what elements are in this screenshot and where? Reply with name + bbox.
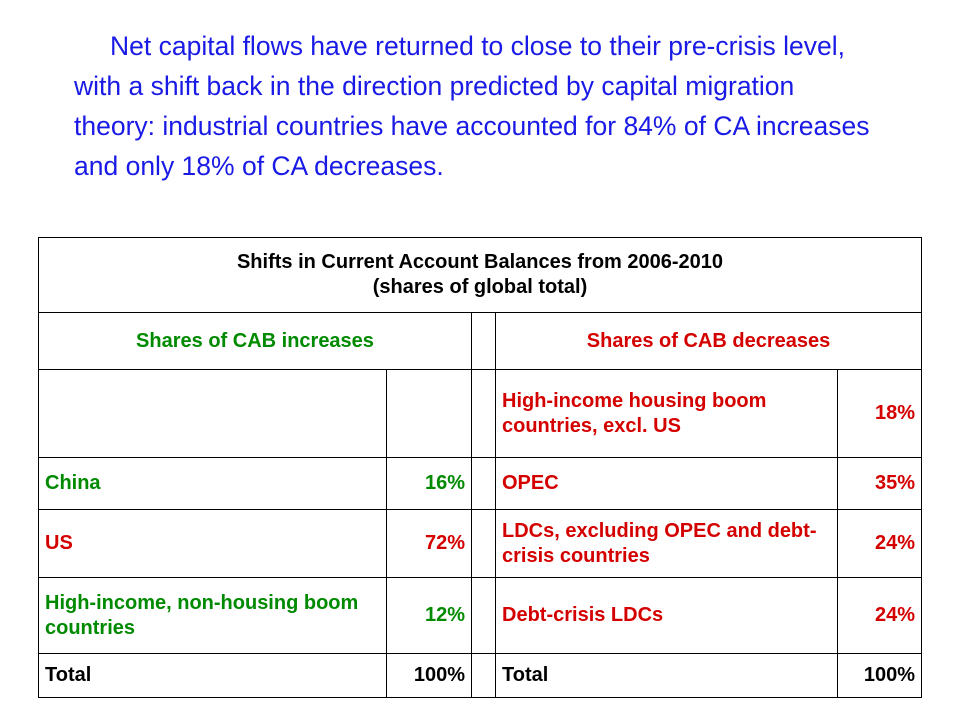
table-title-line1: Shifts in Current Account Balances from 2006-2010 <box>236 251 724 273</box>
increase-label-high-income-non-housing: High-income, non-housing boom countries <box>39 578 387 654</box>
decrease-label-ldcs-excl: LDCs, excluding OPEC and debt-crisis countries <box>496 510 838 578</box>
increase-value-high-income-non-housing: 12% <box>387 578 472 654</box>
table-row <box>39 510 922 578</box>
column-divider <box>472 458 496 510</box>
table-row <box>39 458 922 510</box>
cab-shifts-table <box>38 237 922 698</box>
column-divider <box>472 578 496 654</box>
column-divider <box>472 510 496 578</box>
increase-value-china: 16% <box>387 458 472 510</box>
column-divider <box>472 654 496 698</box>
increase-value-empty <box>387 370 472 458</box>
increase-total-value: 100% <box>387 654 472 698</box>
decrease-value-ldcs-excl: 24% <box>838 510 922 578</box>
increases-header: Shares of CAB increases <box>39 313 472 370</box>
decrease-value-opec: 35% <box>838 458 922 510</box>
table-row <box>39 370 922 458</box>
column-divider <box>472 313 496 370</box>
intro-paragraph: Net capital flows have returned to close to their pre-crisis level, with a shift back in the direction predicted by capital migration theory: industrial countries have accounted for 84% of CA increases and only 18% of CA decreases. <box>74 31 870 181</box>
table-title <box>39 238 922 313</box>
column-divider <box>472 370 496 458</box>
table-title-row <box>39 238 922 313</box>
table-title-line2: (shares of global total) <box>372 276 588 298</box>
increase-label-china: China <box>39 458 387 510</box>
table-total-row <box>39 654 922 698</box>
decrease-label-opec: OPEC <box>496 458 838 510</box>
decrease-value-debt-crisis: 24% <box>838 578 922 654</box>
increase-total-label: Total <box>39 654 387 698</box>
increase-value-us: 72% <box>387 510 472 578</box>
decrease-total-label: Total <box>496 654 838 698</box>
decreases-header: Shares of CAB decreases <box>496 313 922 370</box>
table-row <box>39 578 922 654</box>
decrease-value-high-income-housing: 18% <box>838 370 922 458</box>
table-header-row <box>39 313 922 370</box>
decrease-label-high-income-housing: High-income housing boom countries, excl. US <box>496 370 838 458</box>
decrease-total-value: 100% <box>838 654 922 698</box>
decrease-label-debt-crisis: Debt-crisis LDCs <box>496 578 838 654</box>
increase-label-empty <box>39 370 387 458</box>
increase-label-us: US <box>39 510 387 578</box>
